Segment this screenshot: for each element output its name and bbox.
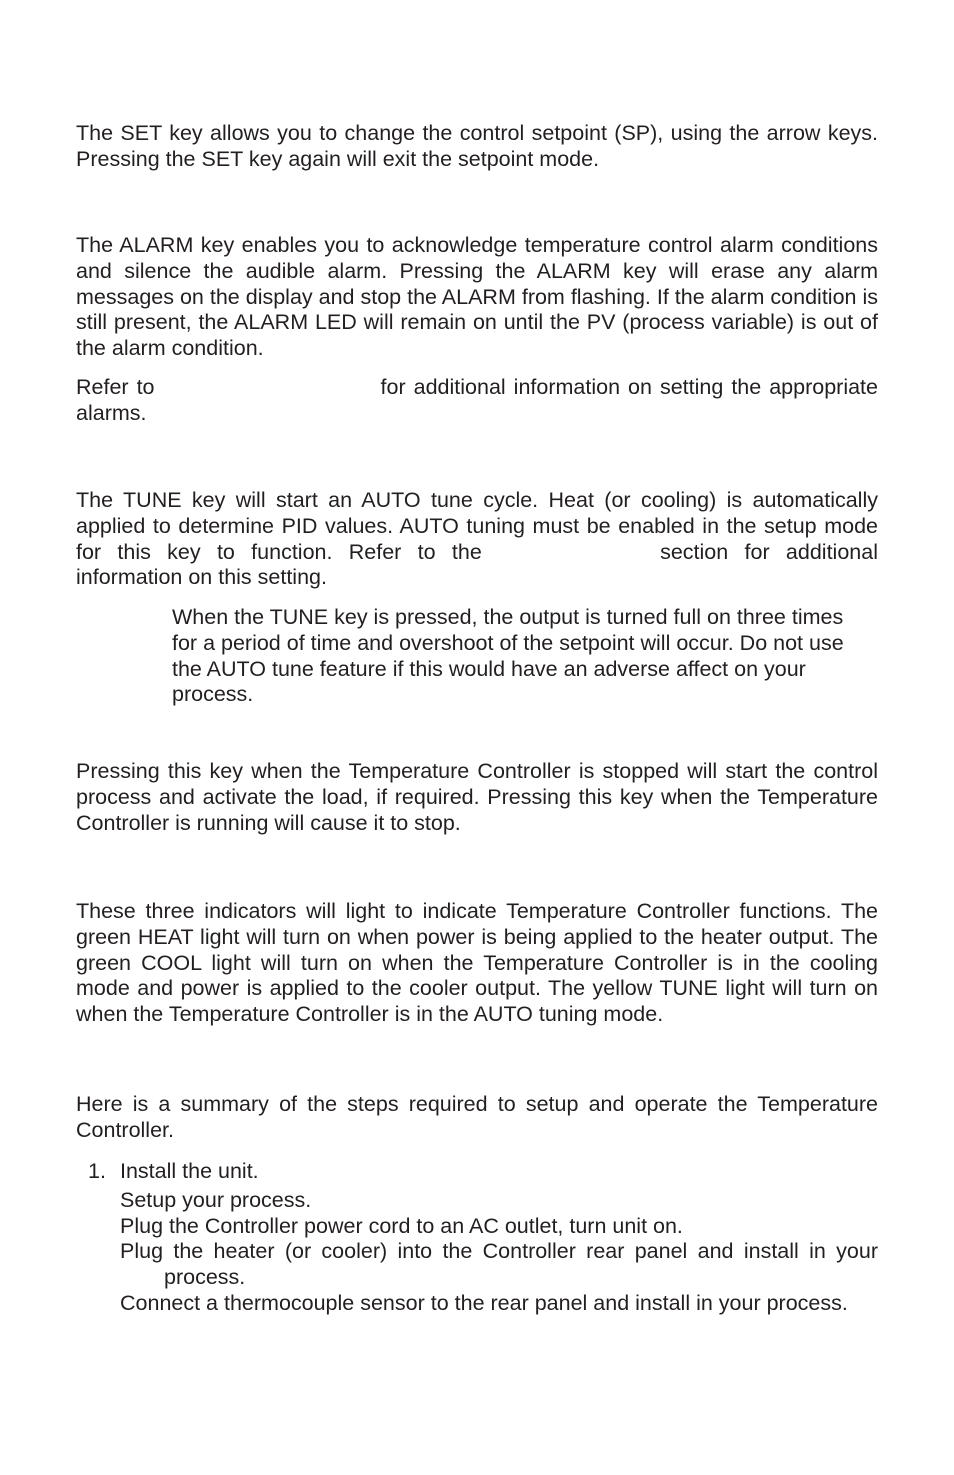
alarm-refer-before: Refer to <box>76 375 155 399</box>
summary-intro: Here is a summary of the steps required to setup and operate the Temperature Controller. <box>76 1092 878 1142</box>
tune-caution-note: When the TUNE key is pressed, the output is turned full on three times for a period of time and overshoot of the setpoint will occur. Do not use the AUTO tune feature if this would have an adverse affect on your process. <box>172 605 844 707</box>
tune-key-description <box>76 488 878 591</box>
substep-item: Plug the heater (or cooler) into the Controller rear panel and install in your process. <box>120 1239 878 1290</box>
substep-item: Connect a thermocouple sensor to the rear panel and install in your process. <box>120 1290 848 1315</box>
alarm-refer-paragraph <box>76 375 878 427</box>
substep-item: Setup your process. <box>120 1187 312 1212</box>
step-1-number: 1. <box>88 1159 106 1183</box>
alarm-key-description: The ALARM key enables you to acknowledge temperature control alarm conditions and silence the audible alarm. Pressing the ALARM key will erase any alarm messages on the display and stop the ALARM from flashing. If the alarm condition is still present, the ALARM LED will remain on until the PV (process variable) is out of the alarm condition. <box>76 233 878 361</box>
tune-text-after: section for additional information on this setting. <box>76 539 878 590</box>
alarm-refer-after: for additional information on setting the appropriate alarms. <box>76 375 878 425</box>
tune-text-before: The TUNE key will start an AUTO tune cycle. Heat (or cooling) is automatically applied to determine PID values. AUTO tuning must be enabled in the setup mode for this key to function. Refer to the <box>76 488 878 564</box>
setup-steps-list <box>88 1159 878 1317</box>
step-1-title: Install the unit. <box>120 1159 259 1183</box>
set-key-description: The SET key allows you to change the control setpoint (SP), using the arrow keys. Pressing the SET key again will exit the setpoint mode. <box>76 121 878 171</box>
run-key-description: Pressing this key when the Temperature Controller is stopped will start the control process and activate the load, if required. Pressing this key when the Temperature Controller is running will cause it to stop. <box>76 759 878 835</box>
indicators-description: These three indicators will light to indicate Temperature Controller functions. The green HEAT light will turn on when power is being applied to the heater output. The green COOL light will turn on when the Temperature Controller is in the cooling mode and power is applied to the cooler output. The yellow TUNE light will turn on when the Temperature Controller is in the AUTO tuning mode. <box>76 899 878 1027</box>
step-1 <box>88 1159 878 1185</box>
substep-item: Plug the Controller power cord to an AC outlet, turn unit on. <box>120 1213 683 1238</box>
